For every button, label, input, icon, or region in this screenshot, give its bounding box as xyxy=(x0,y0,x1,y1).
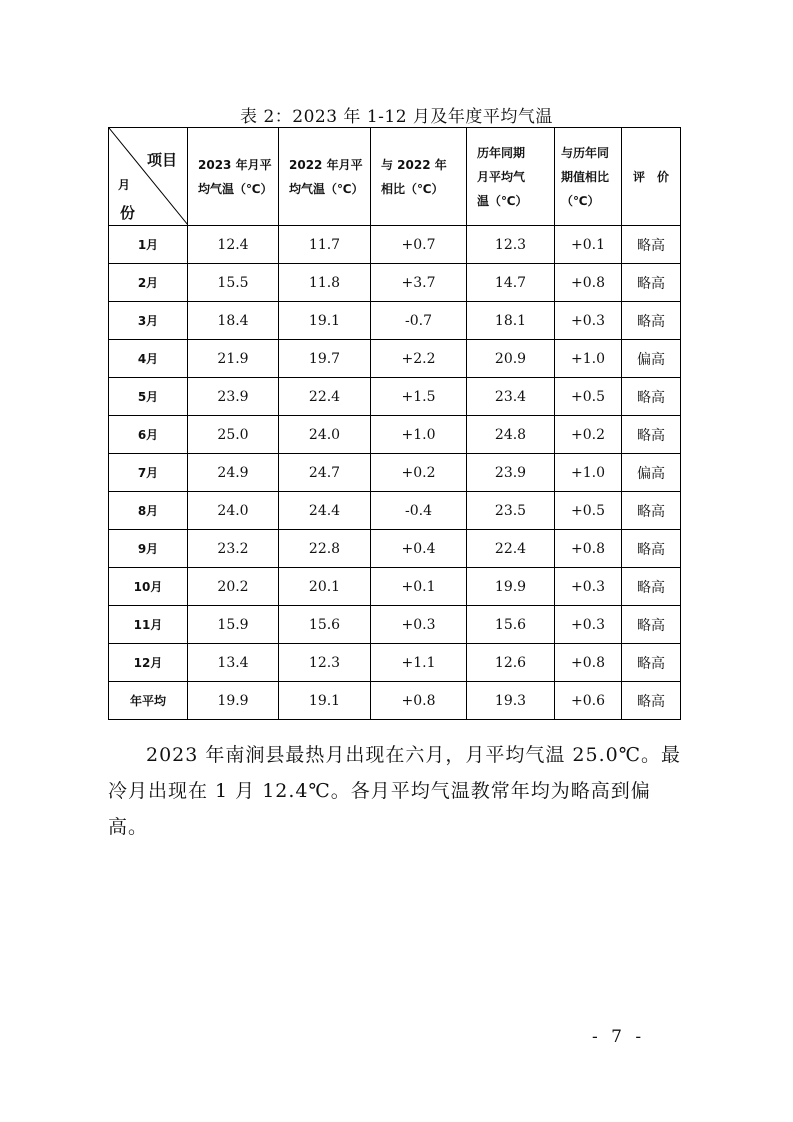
diff-historical-cell: +1.0 xyxy=(555,454,622,492)
month-cell: 10月 xyxy=(109,568,188,606)
corner-month-label-2: 份 xyxy=(120,204,136,222)
historical-cell: 24.8 xyxy=(467,416,555,454)
temp-2023-cell: 12.4 xyxy=(188,226,279,264)
historical-cell: 12.3 xyxy=(467,226,555,264)
rating-cell: 略高 xyxy=(622,302,681,340)
month-cell: 4月 xyxy=(109,340,188,378)
diff-historical-cell: +0.5 xyxy=(555,492,622,530)
diff-historical-cell: +0.5 xyxy=(555,378,622,416)
month-cell: 12月 xyxy=(109,644,188,682)
temp-2022-cell: 19.1 xyxy=(279,302,371,340)
temp-2023-cell: 20.2 xyxy=(188,568,279,606)
month-cell: 9月 xyxy=(109,530,188,568)
temp-2022-cell: 11.8 xyxy=(279,264,371,302)
temp-2023-cell: 24.0 xyxy=(188,492,279,530)
header-line: 温（℃） xyxy=(477,193,528,208)
diff-historical-cell: +0.2 xyxy=(555,416,622,454)
header-rating xyxy=(622,128,681,226)
header-diff-2022 xyxy=(371,128,467,226)
temp-2023-cell: 25.0 xyxy=(188,416,279,454)
diff-historical-cell: +0.8 xyxy=(555,644,622,682)
month-cell: 8月 xyxy=(109,492,188,530)
temperature-table xyxy=(108,127,681,720)
table-row xyxy=(109,454,681,492)
table-row xyxy=(109,682,681,720)
month-cell: 11月 xyxy=(109,606,188,644)
table-row xyxy=(109,568,681,606)
rating-cell: 略高 xyxy=(622,682,681,720)
temp-2022-cell: 22.8 xyxy=(279,530,371,568)
diff-2022-cell: +0.7 xyxy=(371,226,467,264)
rating-cell: 偏高 xyxy=(622,454,681,492)
header-diff-historical xyxy=(555,128,622,226)
summary-paragraph xyxy=(108,737,688,845)
rating-cell: 略高 xyxy=(622,606,681,644)
historical-cell: 23.4 xyxy=(467,378,555,416)
header-line: （℃） xyxy=(561,193,600,208)
header-line: 评 价 xyxy=(632,169,669,184)
diff-2022-cell: +0.8 xyxy=(371,682,467,720)
historical-cell: 15.6 xyxy=(467,606,555,644)
historical-cell: 23.9 xyxy=(467,454,555,492)
temp-2023-cell: 15.9 xyxy=(188,606,279,644)
temp-2022-cell: 22.4 xyxy=(279,378,371,416)
diff-2022-cell: +0.3 xyxy=(371,606,467,644)
temp-2023-cell: 21.9 xyxy=(188,340,279,378)
table-body xyxy=(109,226,681,720)
header-line: 相比（℃） xyxy=(381,181,444,196)
temp-2023-cell: 19.9 xyxy=(188,682,279,720)
corner-item-label: 项目 xyxy=(146,151,177,169)
header-2023-avg xyxy=(188,128,279,226)
month-cell: 6月 xyxy=(109,416,188,454)
month-cell: 年平均 xyxy=(109,682,188,720)
historical-cell: 20.9 xyxy=(467,340,555,378)
header-line: 期值相比 xyxy=(561,169,610,184)
historical-cell: 22.4 xyxy=(467,530,555,568)
temp-2023-cell: 18.4 xyxy=(188,302,279,340)
table-row xyxy=(109,264,681,302)
historical-cell: 18.1 xyxy=(467,302,555,340)
diff-2022-cell: -0.4 xyxy=(371,492,467,530)
table-row xyxy=(109,340,681,378)
table-row xyxy=(109,644,681,682)
temp-2023-cell: 23.9 xyxy=(188,378,279,416)
rating-cell: 略高 xyxy=(622,644,681,682)
temp-2022-cell: 24.7 xyxy=(279,454,371,492)
temp-2022-cell: 24.0 xyxy=(279,416,371,454)
temp-2022-cell: 15.6 xyxy=(279,606,371,644)
corner-month-label-1: 月 xyxy=(118,178,131,192)
header-line: 历年同期 xyxy=(477,145,526,160)
diff-2022-cell: +3.7 xyxy=(371,264,467,302)
table-row xyxy=(109,378,681,416)
diff-historical-cell: +0.8 xyxy=(555,530,622,568)
diff-historical-cell: +0.1 xyxy=(555,226,622,264)
temp-2022-cell: 20.1 xyxy=(279,568,371,606)
diff-2022-cell: -0.7 xyxy=(371,302,467,340)
temp-2023-cell: 13.4 xyxy=(188,644,279,682)
header-line: 与 2022 年 xyxy=(381,157,447,172)
historical-cell: 14.7 xyxy=(467,264,555,302)
historical-cell: 19.3 xyxy=(467,682,555,720)
rating-cell: 略高 xyxy=(622,416,681,454)
rating-cell: 略高 xyxy=(622,530,681,568)
corner-header-cell xyxy=(109,128,188,226)
temp-2022-cell: 12.3 xyxy=(279,644,371,682)
diff-2022-cell: +1.1 xyxy=(371,644,467,682)
rating-cell: 略高 xyxy=(622,378,681,416)
rating-cell: 略高 xyxy=(622,264,681,302)
header-line: 均气温（℃） xyxy=(198,181,273,196)
diff-2022-cell: +1.5 xyxy=(371,378,467,416)
table-row xyxy=(109,302,681,340)
diff-historical-cell: +0.8 xyxy=(555,264,622,302)
rating-cell: 偏高 xyxy=(622,340,681,378)
month-cell: 2月 xyxy=(109,264,188,302)
table-row xyxy=(109,416,681,454)
month-cell: 7月 xyxy=(109,454,188,492)
month-cell: 1月 xyxy=(109,226,188,264)
month-cell: 3月 xyxy=(109,302,188,340)
temp-2022-cell: 19.7 xyxy=(279,340,371,378)
header-line: 2022 年月平 xyxy=(289,157,363,172)
header-2022-avg xyxy=(279,128,371,226)
diff-2022-cell: +0.4 xyxy=(371,530,467,568)
diff-historical-cell: +1.0 xyxy=(555,340,622,378)
diff-2022-cell: +0.1 xyxy=(371,568,467,606)
historical-cell: 19.9 xyxy=(467,568,555,606)
temp-2022-cell: 24.4 xyxy=(279,492,371,530)
diff-historical-cell: +0.3 xyxy=(555,606,622,644)
table-row xyxy=(109,226,681,264)
temp-2023-cell: 23.2 xyxy=(188,530,279,568)
rating-cell: 略高 xyxy=(622,568,681,606)
diff-historical-cell: +0.3 xyxy=(555,302,622,340)
historical-cell: 23.5 xyxy=(467,492,555,530)
table-row xyxy=(109,492,681,530)
table-row xyxy=(109,606,681,644)
temp-2023-cell: 24.9 xyxy=(188,454,279,492)
table-header-row xyxy=(109,128,681,226)
diff-2022-cell: +1.0 xyxy=(371,416,467,454)
header-historical-avg xyxy=(467,128,555,226)
rating-cell: 略高 xyxy=(622,492,681,530)
header-line: 2023 年月平 xyxy=(198,157,272,172)
historical-cell: 12.6 xyxy=(467,644,555,682)
header-line: 月平均气 xyxy=(477,169,526,184)
page-number: - 7 - xyxy=(592,1027,646,1047)
header-line: 与历年同 xyxy=(561,145,610,160)
header-line: 均气温（℃） xyxy=(289,181,364,196)
diff-2022-cell: +2.2 xyxy=(371,340,467,378)
diff-historical-cell: +0.6 xyxy=(555,682,622,720)
table-caption: 表 2：2023 年 1-12 月及年度平均气温 xyxy=(240,107,553,127)
rating-cell: 略高 xyxy=(622,226,681,264)
temp-2022-cell: 19.1 xyxy=(279,682,371,720)
temp-2023-cell: 15.5 xyxy=(188,264,279,302)
temp-2022-cell: 11.7 xyxy=(279,226,371,264)
diff-historical-cell: +0.3 xyxy=(555,568,622,606)
summary-text: 2023 年南涧县最热月出现在六月，月平均气温 25.0℃。最冷月出现在 1 月 12.4℃。各月平均气温教常年均为略高到偏高。 xyxy=(108,744,681,838)
month-cell: 5月 xyxy=(109,378,188,416)
diff-2022-cell: +0.2 xyxy=(371,454,467,492)
table-row xyxy=(109,530,681,568)
